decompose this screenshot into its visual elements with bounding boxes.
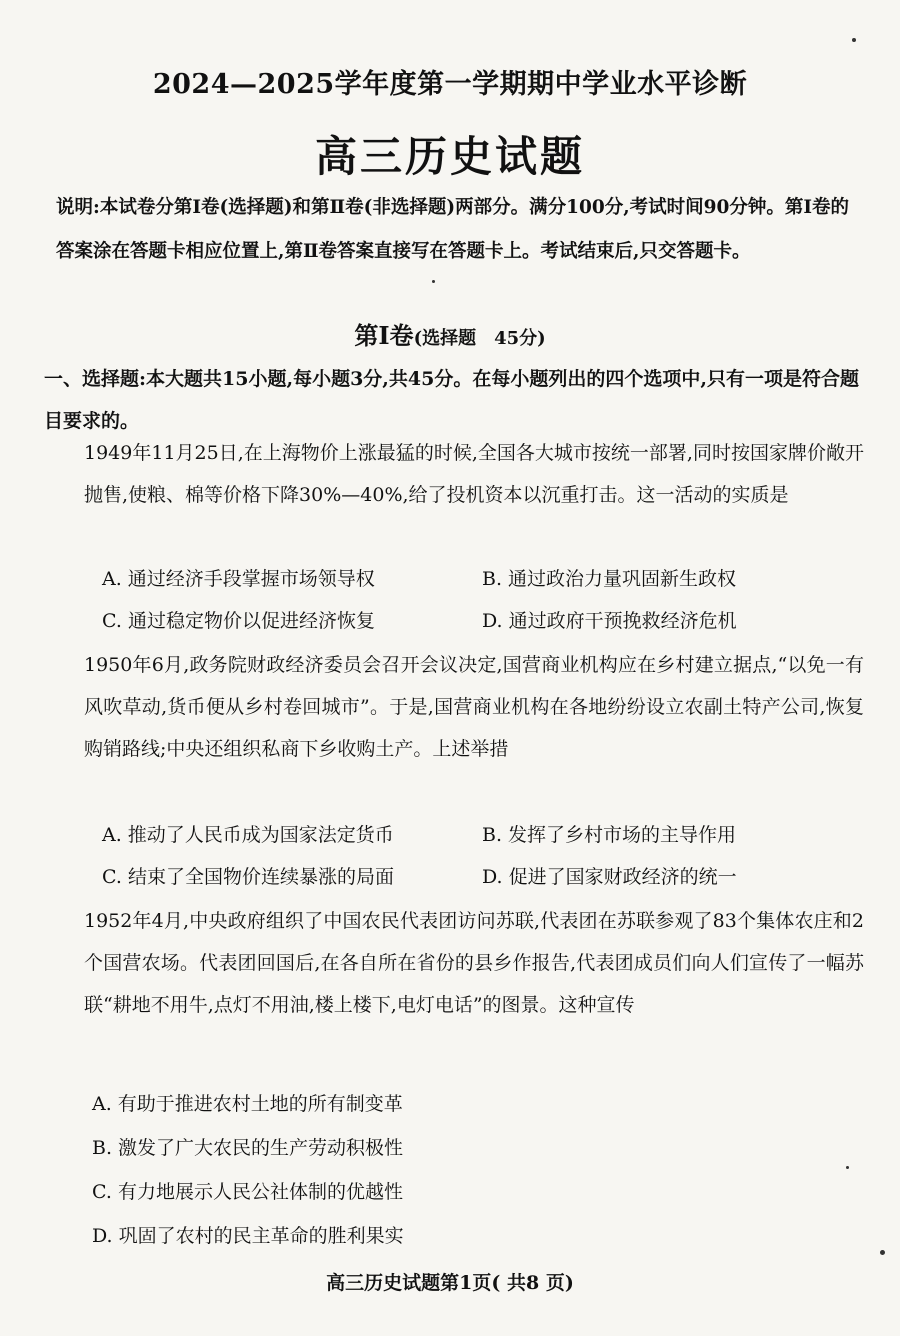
question-2-options <box>102 814 842 898</box>
question-3-option-b[interactable]: B. 激发了广大农民的生产劳动积极性 <box>92 1137 404 1159</box>
question-3-option-d[interactable]: D. 巩固了农村的民主革命的胜利果实 <box>92 1225 404 1247</box>
section-title-note: (选择题 45分) <box>413 328 546 349</box>
question-2-option-b[interactable]: B. 发挥了乡村市场的主导作用 <box>482 824 737 846</box>
question-1-options <box>102 558 842 642</box>
scan-speck <box>852 38 856 42</box>
question-3-stem <box>84 900 864 1026</box>
scan-speck <box>432 280 435 283</box>
section-title-label: 第Ⅰ卷 <box>354 321 414 350</box>
exam-instructions: 说明:本试卷分第Ⅰ卷(选择题)和第Ⅱ卷(非选择题)两部分。满分100分,考试时间90分钟。第Ⅰ卷的答案涂在答题卡相应位置上,第Ⅱ卷答案直接写在答题卡上。考试结束后,只交答题卡。 <box>56 197 850 262</box>
question-2-stem <box>84 644 864 770</box>
scan-speck <box>846 1166 849 1169</box>
question-1-option-d[interactable]: D. 通过政府干预挽救经济危机 <box>482 610 737 632</box>
question-2-option-c[interactable]: C. 结束了全国物价连续暴涨的局面 <box>102 866 394 888</box>
question-3-options <box>92 1082 852 1258</box>
section-title <box>0 316 900 351</box>
page-footer: 高三历史试题第1页( 共8 页) <box>326 1272 574 1294</box>
question-2-text: 1950年6月,政务院财政经济委员会召开会议决定,国营商业机构应在乡村建立据点,“以免一有风吹草动,货币便从乡村卷回城市”。于是,国营商业机构在各地纷纷设立农副土特产公司,恢复购销路线;中央还组织私商下乡收购土产。上述举措 <box>84 654 864 760</box>
question-3-text: 1952年4月,中央政府组织了中国农民代表团访问苏联,代表团在苏联参观了83个集体农庄和2个国营农场。代表团回国后,在各自所在省份的县乡作报告,代表团成员们向人们宣传了一幅苏联“耕地不用牛,点灯不用油,楼上楼下,电灯电话”的图景。这种宣传 <box>84 910 864 1016</box>
exam-title: 高三历史试题 <box>314 132 585 181</box>
question-3-option-c[interactable]: C. 有力地展示人民公社体制的优越性 <box>92 1181 403 1203</box>
question-1-option-b[interactable]: B. 通过政治力量巩固新生政权 <box>482 568 737 590</box>
question-1-option-c[interactable]: C. 通过稳定物价以促进经济恢复 <box>102 610 375 632</box>
question-1-stem <box>84 432 864 516</box>
question-1-text: 1949年11月25日,在上海物价上涨最猛的时候,全国各大城市按统一部署,同时按国家牌价敞开抛售,使粮、棉等价格下降30%—40%,给了投机资本以沉重打击。这一活动的实质是 <box>84 442 864 506</box>
question-1-option-a[interactable]: A. 通过经济手段掌握市场领导权 <box>102 568 375 590</box>
part-intro: 一、选择题:本大题共15小题,每小题3分,共45分。在每小题列出的四个选项中,只有一项是符合题目要求的。 <box>44 368 859 432</box>
exam-year-heading: 2024—2025学年度第一学期期中学业水平诊断 <box>152 69 748 100</box>
question-3-option-a[interactable]: A. 有助于推进农村土地的所有制变革 <box>92 1093 403 1115</box>
question-2-option-a[interactable]: A. 推动了人民币成为国家法定货币 <box>102 824 394 846</box>
question-2-option-d[interactable]: D. 促进了国家财政经济的统一 <box>482 866 737 888</box>
scan-speck <box>880 1250 885 1255</box>
